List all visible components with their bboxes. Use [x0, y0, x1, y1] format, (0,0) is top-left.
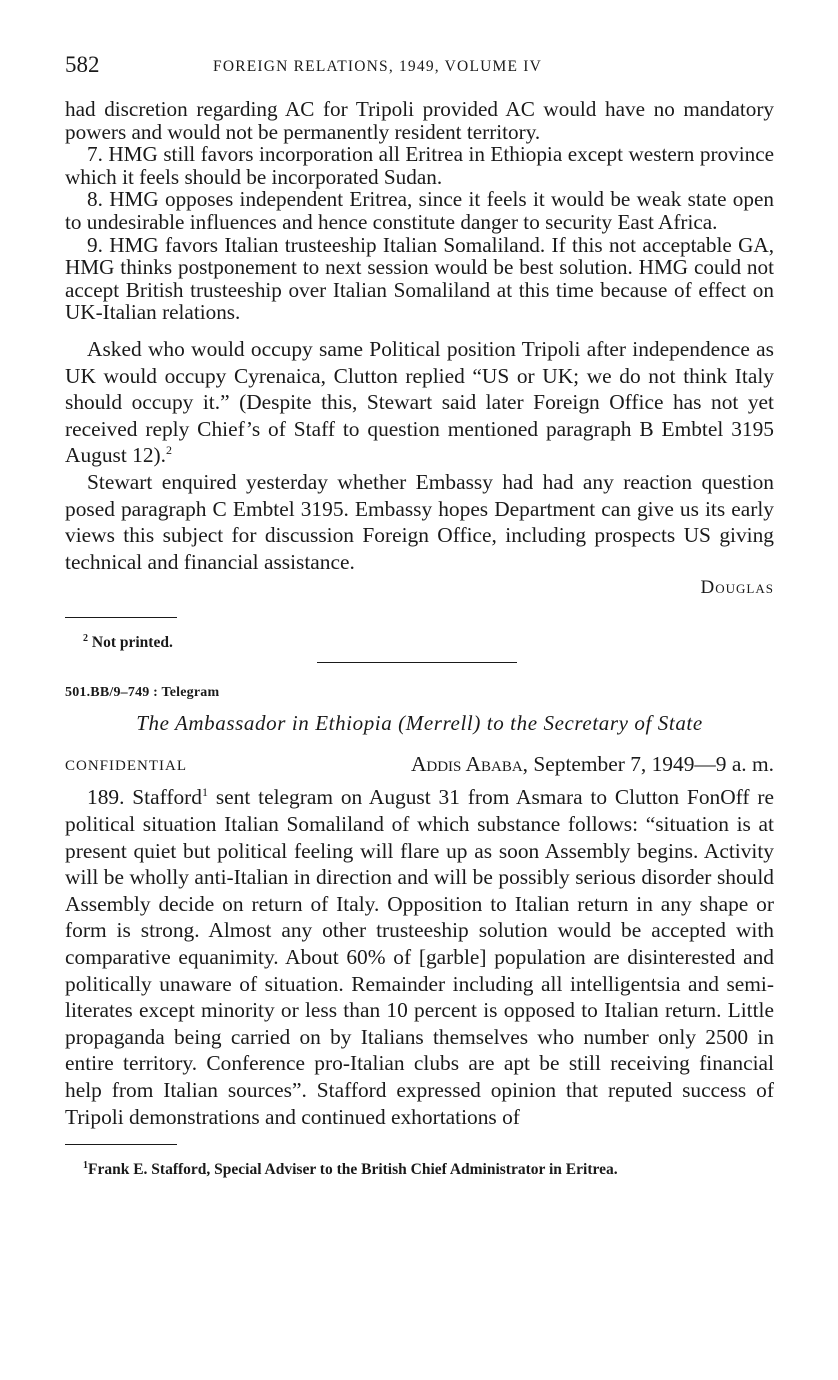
paragraph-asked — [65, 336, 774, 469]
document-title: The Ambassador in Ethiopia (Merrell) to the Secretary of State — [136, 711, 703, 736]
paragraph-189-text: sent telegram on August 31 from Asmara to Clutton FonOff re political situation Italian Somaliland of which substance follows: “situation is at present quiet but political feeling will flare up as soon Assembly begins. Activity will be wholly anti-Italian in direction and will be possibly serious disorder should Assembly decide on return of Italy. Opposition to Italian return in any shape or form is strong. Almost any other trusteeship solution would be accepted with comparative equanimity. About 60% of [garble] population are disinterested and politically unaware of situation. Remainder including all intelligentsia and semi-literates except minority or less than 10 percent is opposed to Italian return. Little propaganda being carried on by Italians themselves who number only 2500 in entire territory. Conference pro-Italian clubs are apt be still receiving financial help from Italian sources”. Stafford expressed opinion that reputed success of Tripoli demonstrations and continued exhortations of — [65, 785, 774, 1129]
paragraph-asked-text: Asked who would occupy same Political position Tripoli after independence as UK would occupy Cyrenaica, Clutton replied “US or UK; we do not think Italy should occupy it.” (Despite this, Stewart said later Foreign Office has not yet received reply Chief’s of Staff to question mentioned paragraph B Embtel 3195 August 12). — [65, 336, 774, 468]
telegram-body — [65, 784, 774, 1130]
footnote-rule — [65, 617, 177, 618]
place: Addis Ababa, — [410, 752, 529, 777]
file-reference: 501.BB/9–749 : Telegram — [65, 685, 220, 701]
continuation-block — [65, 98, 774, 324]
footnote-1-marker: 1 — [83, 1160, 88, 1172]
paragraph-stewart: Stewart enquired yesterday whether Embassy had had any reaction question posed paragraph C Embtel 3195. Embassy hopes Department can give us its early views this subject for discussion Foreign Office, including prospects US giving technical and financial assistance. — [65, 469, 774, 574]
running-head — [65, 52, 774, 82]
footnote-1 — [65, 1157, 774, 1179]
footnote-rule-2 — [65, 1144, 177, 1145]
footnote-2-text: Not printed. — [91, 634, 173, 652]
main-text — [65, 336, 774, 601]
paragraph-189 — [65, 784, 774, 1130]
signature: Douglas — [700, 577, 774, 599]
page — [65, 52, 774, 1179]
page-number: 582 — [65, 52, 100, 77]
paragraph-continuation: had discretion regarding AC for Tripoli provided AC would have no mandatory powers and would not be permanently resident territory. — [65, 97, 774, 144]
running-head-title: FOREIGN RELATIONS, 1949, VOLUME IV — [213, 58, 542, 75]
paragraph-8: 8. HMG opposes independent Eritrea, since it feels it would be weak state open to undesirable influences and hence constitute danger to security East Africa. — [65, 187, 774, 234]
dateline — [65, 752, 774, 780]
paragraph-7: 7. HMG still favors incorporation all Eritrea in Ethiopia except western province which it feels should be incorporated Sudan. — [65, 142, 774, 189]
place-date — [411, 752, 774, 777]
section-divider — [317, 662, 517, 663]
footnote-ref-1: 1 — [202, 785, 208, 800]
date: September 7, 1949—9 a. m. — [533, 752, 774, 777]
footnote-2-marker: 2 — [83, 633, 88, 645]
footnote-2 — [65, 630, 774, 652]
footnote-ref-2: 2 — [166, 443, 173, 458]
paragraph-9: 9. HMG favors Italian trusteeship Italian Somaliland. If this not acceptable GA, HMG thinks postponement to next session would be best solution. HMG could not accept British trusteeship over Italian Somaliland at this time because of effect on UK-Italian relations. — [65, 232, 774, 325]
footnote-1-text: Frank E. Stafford, Special Adviser to the British Chief Administrator in Eritrea. — [88, 1161, 618, 1179]
paragraph-189-open: 189. Stafford — [87, 785, 202, 810]
classification: CONFIDENTIAL — [65, 758, 187, 775]
